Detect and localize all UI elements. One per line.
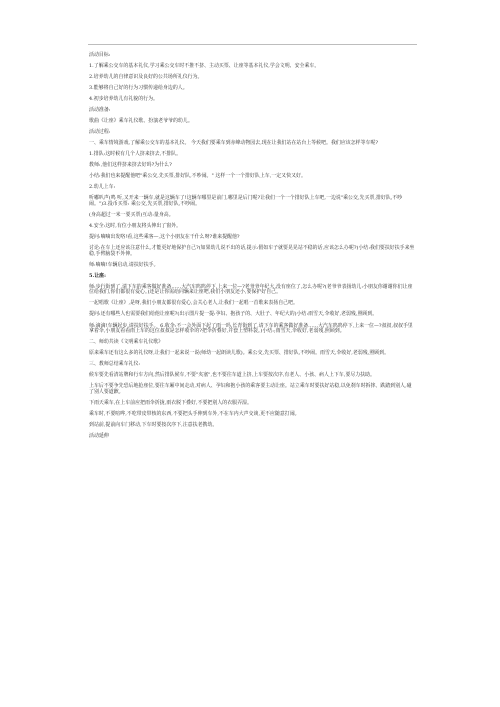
paragraph-line: 听嘟叭声(鸣 听,又开来一辆车,就是这辆车了!这辆车哪里是前门,哪里是后门呢?让我们一个一个排好队上车吧,一边说"乘公交,先买票,排好队,不吵闹。")3.投币买票: 乘公交,先买票,排好队,不吵闹。: [89, 195, 403, 207]
paragraph-line: 下雨天乘车,在上车前应把雨伞折拢,雨衣脱下叠好,不要把别人的衣服弄湿。: [89, 399, 252, 406]
paragraph-line: 教师:,他们这样挤来挤去好吗?为什么?: [89, 162, 172, 169]
paragraph-line: 小结:我们也来提醒他吧"乘公交,先买票,排好队,不吵闹。" 这样一个一个排好队上车,一定又快又好。: [89, 173, 306, 180]
paragraph-line: 活动过程:: [89, 129, 111, 136]
paragraph-line: 2.培养幼儿的自律意识及良好的公共场所礼仪行为。: [89, 74, 203, 81]
paragraph-line: 候车要先看清站牌和行车方向,然后排队候车,不要"夹塞",也不要往车道上挤,上车要按次序,有老人、小孩、病人上下车,要尽力扶助。: [89, 372, 375, 379]
paragraph-line: 一起唱歌《让座》,是呀,我们小朋友都很有爱心,会关心老人,让我们一起唱一首歌来表扬自己吧。: [89, 300, 298, 307]
paragraph-line: 歌曲《让座》乘车礼仪歌、扮演老爷爷的幼儿。: [89, 118, 193, 125]
paragraph-line: 4.初步培养幼儿有礼貌的行为。: [89, 96, 158, 103]
paragraph-line: 活动目标:: [89, 52, 111, 58]
paragraph-line: 提问:嘀嘀出发咯!看,这些乘客—,这个小朋友在干什么呀?谁来提醒他?: [89, 234, 240, 241]
paragraph-line: 乘车时,不要喧哗,不吃带皮带核的东西,不要把头手伸到车外,不在车内大声交谈,更不应随意打闹。: [89, 410, 300, 417]
paragraph-line: 师:步行街到了,请下车的乘客做好准备……大汽车呜呜停下,上来一位—?老爷爷年纪大,没有座位了,怎么办呢?(老爷爷表扬幼儿:小朋友你谢谢你们让座位给我们,你们都很有爱心。)还是让你需给同辆来让座吧,我们小朋友还小,要保护好自己。: [89, 283, 413, 296]
paragraph-line: 4.安全:这时,有位小朋友将头伸出了窗外。: [89, 223, 182, 230]
paragraph-line: 到站前,提前向车门移动,下车时要按次序下,注意扶老携幼。: [89, 421, 218, 428]
document-body: [89, 53, 415, 445]
paragraph-line: 一、乘车情境游戏,了解乘公交车的基本礼仪。 今天我们要乘车到赤峰动物园去,现在让我们站在站台上等候吧。我们应该怎样等车呢?: [89, 140, 379, 147]
paragraph-line: (身高超过一米一要买票)互动:量身高。: [89, 212, 174, 219]
paragraph-line: 2.幼儿上车:: [89, 184, 116, 191]
paragraph-line: 二、师幼共读《文明乘车礼仪歌》: [89, 339, 164, 346]
paragraph-line: 活动延伸: [89, 432, 109, 439]
paragraph-line: 原来乘车还有这么多的礼仪呀,让我们一起来说一说(师幼一起朗读儿歌)。乘公交,先买票、排好队,不吵闹。雨雪天,伞收好,老弱残,照顾到。: [89, 350, 390, 357]
paragraph-line: 上车后不要争先恐后地抢座位,要往车厢中间走动,对病人、孕妇和抱小孩的乘客要主动让座。站立乘车时要扶好站稳,以免刹车时拆摔、跌踏到别人,碰了别人要道歉。: [89, 383, 412, 395]
paragraph-line: 三、教师总结乘车礼仪:: [89, 361, 141, 368]
paragraph-line: 活动准备:: [89, 107, 111, 114]
paragraph-line: 师:嘀嘀!车辆启动,请扶好扶手。: [89, 261, 159, 268]
paragraph-line: 3.能够将自己好的行为习惯传递给身边的人。: [89, 85, 188, 92]
paragraph-line: 讨论:在车上还应该注意什么,才能更好地保护自己?(如果幼儿说不出的话,提示:假如车子就要晃晃站不稳的话,应该怎么办呢?)小结:我们要扶好扶手来坐稳,手臂脑袋不外伸。: [89, 245, 415, 257]
header-rule: [88, 44, 417, 45]
paragraph-line: 1.了解乘公交车的基本礼仪,学习乘公交车时不推不挤、主动买票、让座等基本礼仪,学会文明、安全乘车。: [89, 63, 320, 70]
paragraph-line: 师:滴滴!车辆起步,请扶好扶手。 6.收伞:不一会外面下起了雨一吗,长青街到了,请下车的乘客做好准备……大汽车呜呜停下,上来一位—?叔叔,叔叔手里拿着伞,小朋友看看雨上车的这位叔叔是怎样收伞的?把伞折叠好,并套上塑料袋。)小结:;雨雪天,伞收好,老弱残,照顾到。: [89, 322, 413, 335]
paragraph-line: 5.让座:: [89, 272, 106, 279]
paragraph-line: 提问:还有哪些人也需要我们给他让座呢?(出示图片提一提:孕妇、抱孩子的、大肚子、年纪大的)小结:雨雪天,伞收好,老弱残,照顾到。: [89, 311, 378, 318]
paragraph-line: 1.排队:这时候有几个人挤来挤去,不排队。: [89, 151, 182, 158]
